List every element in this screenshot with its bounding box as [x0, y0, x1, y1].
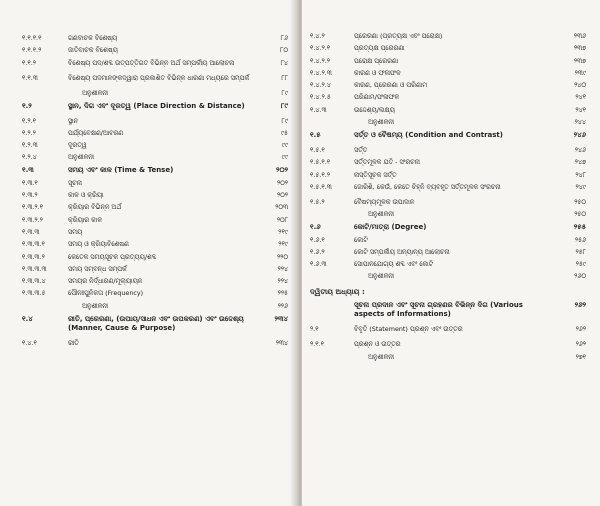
- toc-entry-page: ୨୫୦: [574, 210, 586, 219]
- toc-entry-number: ୧.୩.୨: [22, 191, 38, 200]
- toc-entry-title: ବିଶେଷ୍ୟ ପଦମାନଙ୍କଦ୍ୱାରା ପ୍ରକାଶିତ ବିଭିନ୍ନ ଧାରଣା ମଧ୍ୟରେ ସମ୍ପର୍କ: [68, 73, 250, 82]
- toc-entry-page: ୨୪୯: [575, 182, 586, 191]
- toc-entry: [310, 301, 586, 319]
- toc-entry: [310, 44, 586, 53]
- toc-entry-number: ୧.୪.୨.୩: [310, 68, 332, 77]
- toc-entry-number: ୧.୪.୨.୪: [310, 81, 331, 90]
- toc-entry-number: ୧.୪.୧: [22, 338, 37, 347]
- toc-entry-page: ୮୮: [281, 73, 288, 82]
- toc-entry-page: ୨୦୨: [277, 178, 288, 187]
- toc-entry-title: କାରଣ ଓ ଫଳାଫଳ: [354, 68, 401, 77]
- toc-entry-title: କୋଟି/ମାତ୍ରା (Degree): [354, 223, 427, 232]
- toc-entry-page: ୨୨୦: [277, 252, 288, 261]
- toc-entry: [310, 32, 586, 41]
- toc-entry-number: ୧.୨.୧: [22, 116, 36, 125]
- toc-entry: [22, 59, 288, 68]
- toc-entry-page: ୨୫୬: [574, 235, 586, 244]
- toc-entry: [22, 89, 288, 98]
- toc-entry-page: ୮୪: [280, 58, 288, 67]
- toc-entry-number: ୧.୫.୧.୩: [310, 182, 332, 191]
- toc-entry-page: ୨୬୦: [574, 272, 586, 281]
- toc-entry-title: ପରୋକ୍ଷ ପ୍ରେରଣା: [354, 56, 399, 65]
- toc-entry-number: ୧.୪.୨.୧: [310, 44, 331, 53]
- toc-entry-page: ୨୦୨: [275, 166, 288, 175]
- toc-entry-title: ସୂଚନା: [68, 178, 82, 187]
- toc-entry: [310, 171, 586, 180]
- toc-entry-title: ବିବୃତି (Statement) ପ୍ରଶ୍ନ ଏବଂ ଉତ୍ତର: [354, 325, 463, 334]
- toc-entry: [22, 179, 288, 188]
- toc-entry-number: ୧.୪.୨.୨: [310, 56, 330, 65]
- toc-entry-number: ୧.୧.୧.୧: [22, 34, 42, 42]
- toc-entry-page: ୯୯: [281, 141, 288, 150]
- toc-entry: [310, 353, 586, 362]
- toc-entry-page: ୨୨୬: [277, 301, 288, 310]
- toc-entry-number: ୧.୪: [22, 314, 33, 323]
- toc-entry-title: ସର୍ତ୍ତ ଓ ବୈଷମ୍ୟ (Condition and Contrast): [354, 131, 503, 140]
- toc-entry: [22, 74, 288, 83]
- toc-entry-title: ଗଣବାଚକ ବିଶେଷ୍ୟ: [68, 34, 118, 42]
- toc-entry-number: ୧.୫: [310, 131, 321, 140]
- toc-entry-number: ୧.୫.୧.୧: [310, 158, 331, 167]
- toc-entry-title: ସମୟ ସମ୍ବନ୍ଧ ସମ୍ପର୍କ: [68, 264, 127, 273]
- toc-entry-title: ରୀତି: [68, 338, 79, 347]
- toc-entry-page: ୮୯: [281, 116, 288, 125]
- toc-entry-number: ୧.୫.୧.୨: [310, 170, 330, 179]
- toc-entry: [310, 210, 586, 219]
- toc-entry-page: ୨୪୧: [575, 93, 586, 102]
- toc-entry: [310, 146, 586, 155]
- toc-entry-title: ସମୟ ଓ କ୍ରିୟାବିଶେଷଣ: [68, 240, 129, 249]
- toc-entry-number: ୧.୨.୨: [22, 128, 36, 137]
- toc-entry-page: ୨୬୨: [575, 340, 586, 349]
- toc-entry: [22, 228, 288, 237]
- right-toc-list: [310, 32, 586, 281]
- toc-entry-title: ପ୍ରେରଣା (ପ୍ରତ୍ୟକ୍ଷ ଏବଂ ପରୋକ୍ଷ): [354, 32, 443, 40]
- toc-entry-page: ୯୫: [280, 128, 288, 137]
- right-page: [302, 0, 600, 506]
- toc-entry-page: ୨୩୪: [275, 338, 288, 347]
- toc-entry-page: ୨୪୬: [574, 146, 586, 155]
- toc-entry-title: ନାସ୍ତିସୂଚକ ସର୍ତ୍ତ: [354, 170, 397, 179]
- toc-entry: [22, 203, 288, 212]
- toc-entry: [22, 46, 288, 55]
- toc-entry-page: ୨୪୦: [574, 81, 586, 90]
- toc-entry: [22, 315, 288, 333]
- toc-entry-page: ୨୬୨: [574, 301, 586, 310]
- toc-entry-number: ୧.୫.୨: [310, 197, 325, 206]
- toc-entry-page: ୨୧୯: [278, 227, 288, 236]
- toc-entry-number: ୧.୩: [22, 166, 34, 175]
- toc-entry: [310, 198, 586, 207]
- toc-entry-page: ୨୫୦: [574, 197, 586, 206]
- toc-entry-page: ୨୩୭: [573, 44, 586, 53]
- toc-entry-number: ୧.୧.୩: [22, 73, 38, 82]
- toc-entry-number: ୧.୨.୪: [22, 153, 37, 162]
- toc-entry-title: ପ୍ରଶ୍ନ ଓ ଉତ୍ତର: [354, 340, 401, 349]
- toc-entry-page: ୨୩୪: [274, 314, 288, 323]
- toc-entry-number: ୧.୩.୩.୨: [22, 252, 45, 261]
- toc-entry-title: ବିଶେଷ୍ୟ ପଦ/ଶବ୍ଦ ଉତ୍ପତ୍ତିଗତ ବିଭିନ୍ନ ଅର୍ଥ ସମ୍ପର୍କୀୟ ଆଲୋଚନା: [68, 58, 235, 67]
- toc-entry: [22, 153, 288, 162]
- toc-entry: [310, 260, 586, 269]
- toc-entry-number: ୧.୩.୩.୪: [22, 277, 46, 286]
- toc-entry-number: ୧.୩.୩.୩: [22, 264, 47, 273]
- toc-entry-number: ୧.୧.୧.୨: [22, 46, 42, 55]
- toc-entry: [22, 339, 288, 348]
- toc-entry-number: ୧.୩.୩.୫: [22, 289, 46, 298]
- toc-entry-number: ୧.୪.୩: [310, 105, 327, 114]
- toc-entry: [22, 265, 288, 274]
- toc-entry-page: ୨୬୨: [575, 325, 586, 334]
- toc-entry-page: ୨୦୨: [277, 191, 288, 200]
- toc-entry: [22, 253, 288, 262]
- toc-entry: [22, 289, 288, 298]
- toc-entry-page: ୨୫୯: [575, 260, 586, 269]
- toc-entry-page: ୨୭୧: [575, 352, 586, 361]
- toc-entry-page: ୨୩୯: [574, 68, 586, 77]
- toc-entry-page: ୮୯: [281, 88, 288, 97]
- toc-entry-title: କେତେକ ସମୟସୂଚକ ପ୍ରତ୍ୟୟ/ଶବ୍ଦ: [68, 252, 157, 261]
- toc-entry-page: ୮୦: [280, 46, 288, 55]
- toc-entry-page: ୨୪୪: [574, 118, 586, 127]
- toc-entry-page: ୨୨୪: [277, 264, 288, 273]
- toc-entry-number: ୨.୧.୧: [310, 340, 324, 349]
- toc-entry-title: ଅନୁଶୀଳନୀ: [82, 88, 109, 97]
- chapter-heading: ଦ୍ୱିତୀୟ ଅଧ୍ୟାୟ :: [310, 287, 365, 297]
- toc-entry-title: ସୋପାନଯୋଗ୍ୟ ଶବ୍ଦ ଏବଂ କୋଟି: [354, 260, 434, 269]
- toc-entry-page: ୮୯: [280, 101, 288, 110]
- toc-entry-title: ସ୍ଥାନ, ଦିଗ ଏବଂ ଦୂରତ୍ୱ (Place Direction & Distance): [68, 101, 245, 110]
- toc-entry-page: ୨୨୫: [277, 289, 288, 298]
- toc-entry-number: ୧.୪.୨.୫: [310, 93, 331, 102]
- toc-entry: [310, 158, 586, 167]
- toc-entry-number: ୧.୪.୨: [310, 32, 325, 40]
- toc-entry: [310, 118, 586, 127]
- toc-entry: [22, 117, 288, 126]
- toc-entry-title: ପୌନଃପୁନିକତା (Frequency): [68, 289, 144, 298]
- toc-entry-title: ଅନୁଶୀଳନୀ: [368, 118, 395, 127]
- toc-entry-title: ଅନୁଶୀଳନୀ: [368, 352, 395, 361]
- toc-entry-title: ପର୍ଯ୍ୟବେକ୍ଷଣ/ଆବରଣ: [68, 128, 124, 137]
- toc-entry-number: ୧.୬.୩: [310, 260, 327, 269]
- toc-entry: [310, 248, 586, 257]
- toc-entry-page: ୨୧୯: [278, 240, 288, 249]
- toc-entry-title: ସର୍ତ୍ତମୂଳକ ଯତି - ସଂରଚନା: [354, 158, 420, 167]
- toc-entry-number: ୧.୩.୩.୧: [22, 240, 45, 249]
- toc-entry-title: ସୂଚନା ପ୍ରଦାନ ଏବଂ ସୂଚନା ଗ୍ରହଣର ବିଭିନ୍ନ ଦିଗ (Various aspects of Informations): [354, 301, 523, 319]
- toc-entry: [310, 106, 586, 115]
- toc-entry-page: ୨୪୧: [575, 105, 586, 114]
- toc-entry: [310, 340, 586, 349]
- toc-entry: [310, 131, 586, 140]
- toc-entry: [310, 223, 586, 232]
- toc-entry: [310, 93, 586, 102]
- toc-entry-number: ୧.୬.୨: [310, 247, 325, 256]
- toc-entry: [310, 69, 586, 78]
- toc-entry-title: ଅନୁଶୀଳନୀ: [68, 153, 95, 162]
- toc-entry-number: ୧.୬.୧: [310, 235, 325, 244]
- toc-entry: [22, 191, 288, 200]
- toc-entry-page: ୯୯: [281, 153, 288, 162]
- toc-entry-title: ଅନୁଶୀଳନୀ: [82, 301, 109, 310]
- toc-entry-page: ୨୨୪: [277, 277, 288, 286]
- toc-entry-title: କୋଟି ସମ୍ପର୍କୀୟ ଅନ୍ୟାନ୍ୟ ଆଲୋଚନା: [354, 247, 450, 256]
- toc-entry-title: ଅନୁଶୀଳନୀ: [368, 210, 395, 219]
- toc-entry-page: ୨୫୮: [575, 247, 586, 256]
- toc-entry-title: ବୈଷମ୍ୟମୂଳକ ଉପାଦାନ: [354, 197, 415, 206]
- chapter-toc-list: [310, 301, 586, 361]
- toc-entry-title: ସମୟର ନିର୍ଦ୍ଧାରଣ/ମୂଲ୍ୟାୟନ: [68, 277, 143, 286]
- toc-entry: [310, 183, 586, 192]
- toc-entry-title: କାଳ ଓ କ୍ରିୟା: [68, 191, 104, 200]
- toc-entry-number: ୨.୧: [310, 325, 319, 334]
- toc-entry-number: ୧.୫.୧: [310, 146, 325, 155]
- toc-entry-title: ପ୍ରତ୍ୟକ୍ଷ ପ୍ରେରଣା: [354, 44, 405, 53]
- toc-entry-number: ୧.୩.୨.୧: [22, 203, 43, 212]
- toc-entry-page: ୨୩୬: [573, 32, 586, 40]
- toc-entry-title: ସ୍ଥାନ: [68, 116, 78, 125]
- toc-entry-page: ୨୫୫: [573, 223, 586, 232]
- toc-entry: [310, 81, 586, 90]
- toc-entry-title: ସମୟ: [68, 227, 83, 236]
- left-toc-list: [22, 34, 288, 348]
- toc-entry: [22, 302, 288, 311]
- toc-entry-title: ଜାତିବାଚକ ବିଶେଷ୍ୟ: [68, 46, 118, 55]
- left-page: [0, 0, 296, 506]
- toc-entry: [22, 277, 288, 286]
- toc-entry-title: ରୀତି, ପ୍ରେରଣା, (ଉପାୟ/ସାଧନ ଏବଂ ଉପକରଣ) ଏବଂ ଉଦ୍ଦେଶ୍ୟ (Manner, Cause & Purpose): [68, 314, 244, 332]
- toc-entry: [310, 57, 586, 66]
- toc-entry-title: ଅନୁଶୀଳନୀ: [368, 272, 395, 281]
- toc-entry-page: ୨୪୬: [573, 131, 586, 140]
- toc-entry-number: ୧.୩.୧: [22, 178, 38, 187]
- toc-entry-number: ୧.୧.୨: [22, 58, 36, 67]
- toc-entry: [22, 166, 288, 175]
- toc-entry: [22, 34, 288, 43]
- toc-entry: [310, 325, 586, 334]
- toc-entry-page: ୨୩୭: [573, 56, 586, 65]
- toc-entry-title: କାରଣ, ପ୍ରେରଣା ଓ ପରିଣାମ: [354, 81, 428, 90]
- toc-entry-number: ୧.୨.୩: [22, 141, 38, 150]
- toc-entry-page: ୮୬: [280, 34, 288, 42]
- toc-entry: [22, 102, 288, 111]
- toc-entry-page: ୨୦୮: [276, 215, 288, 224]
- toc-entry-number: ୧.୬: [310, 223, 321, 232]
- toc-entry-page: ୨୦୩: [275, 203, 288, 212]
- toc-entry: [22, 240, 288, 249]
- toc-entry-title: ସର୍ତ୍ତ: [354, 146, 368, 155]
- toc-entry-title: ଉଦ୍ଦେଶ୍ୟ/ଲକ୍ଷ୍ୟ: [354, 105, 395, 114]
- toc-entry-title: କୋଟି: [354, 235, 368, 244]
- toc-entry-number: ୧.୨: [22, 101, 32, 110]
- toc-entry-title: ସମୟ ଏବଂ କାଳ (Time & Tense): [68, 166, 174, 175]
- toc-entry: [310, 236, 586, 245]
- toc-entry-title: କ୍ରିୟାର କାଳ: [68, 215, 102, 224]
- toc-entry-number: ୧.୩.୨.୨: [22, 215, 43, 224]
- toc-entry-title: ଜୋରିଶି, କେଉଁ, କେତେ ଚିହ୍ନି ବ୍ୟବହୃତ ସର୍ତ୍ତମୂଳକ ସଂରଚନା: [354, 182, 501, 191]
- toc-entry: [22, 141, 288, 150]
- toc-entry-page: ୨୪୭: [574, 158, 586, 167]
- toc-entry: [22, 129, 288, 138]
- toc-entry-number: ୧.୩.୩: [22, 227, 40, 236]
- toc-entry-title: କ୍ରିୟାର ବିଭିନ୍ନ ଅର୍ଥ: [68, 203, 122, 212]
- toc-entry-page: ୨୪୮: [575, 170, 586, 179]
- toc-entry: [22, 216, 288, 225]
- toc-entry: [310, 272, 586, 281]
- toc-entry-title: ପରିଣାମ/ଫଳାଫଳ: [354, 93, 400, 102]
- toc-entry-title: ଦୂରତ୍ୱ: [68, 141, 87, 150]
